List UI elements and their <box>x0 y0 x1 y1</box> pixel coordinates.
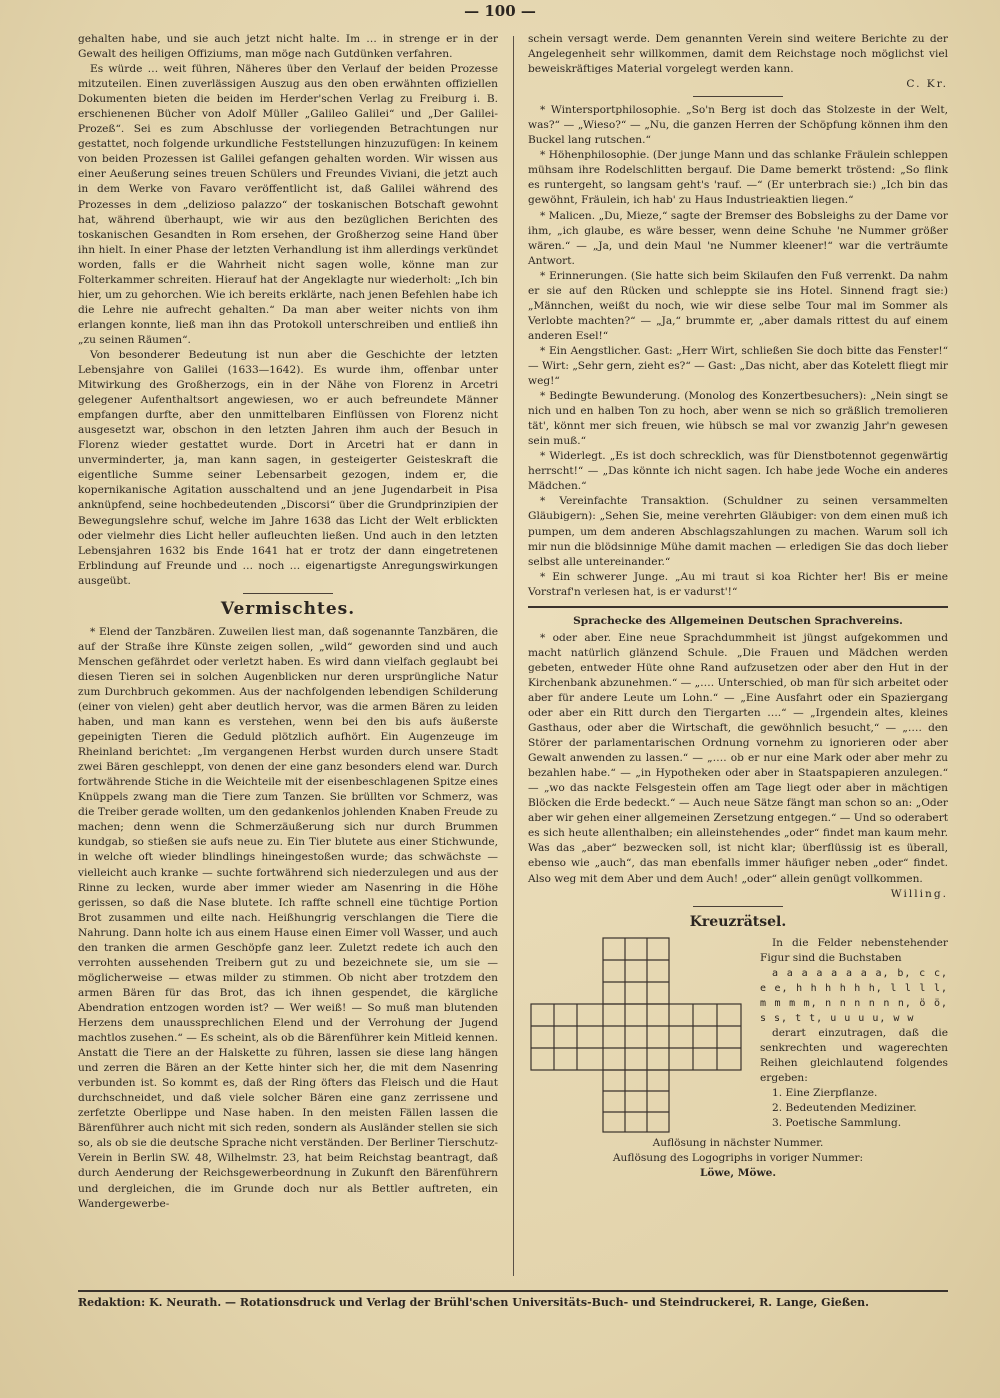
section-divider <box>693 906 783 907</box>
crossword-clue: 3. Poetische Sammlung. <box>772 1117 902 1130</box>
crossword-letters: a a a a a a a a, b, c c, e e, h h h h h h, l l l l, m m m m, n n n n n n, ö ö, s s, t t, u u u u, w w <box>760 967 948 1024</box>
article-paragraph: Von besonderer Bedeutung ist nun aber die Geschichte der letzten Lebensjahre von Galilei (1633—1642). Es wurde ihm, offenbar unter Mitwirkung des Großherzogs, ein in der Nähe von Florenz in Arcetri gelegener Aufenthaltsort angewiesen, wo er auch befreundete Männer empfangen durfte, aber den unmittelbaren Einflüssen von Florenz nicht ausgesetzt war, obschon in den letzten Jahren ihm auch der Besuch in Florenz wieder gestattet wurde. Dort in Arcetri hat er dann in unverminderter, ja, man kann sagen, in gesteigerter Geisteskraft die eigentliche Summe seiner Lebensarbeit gezogen, indem er, die kopernikanische Agitation ausschaltend und an jene Jugendarbeit in Pisa anknüpfend, seine hochbedeutenden „Discorsi“ über die Grundprinzipien der Bewegungslehre schuf, welche im Jahre 1638 das Licht der Welt erblickten oder vielmehr dies Licht heller aufleuchten ließen. Und auch in den letzten Lebensjahren 1632 bis Ende 1641 hat er trotz der dann eingetretenen Erblindung auf Freunde und … noch … eigenartigste Anregungswirkungen ausgeübt. <box>78 348 498 587</box>
previous-solution: Löwe, Möwe. <box>699 1166 777 1179</box>
crossword-block <box>528 936 948 1136</box>
joke-item: * Vereinfachte Transaktion. (Schuldner zu seinen versammelten Gläubigern): „Sehen Sie, meine verehrten Gläubiger: von dem einen muß ich pumpen, um dem anderen Abschlagszahlungen zu machen. Warum soll ich mir nun die blödsinnige Mühe damit machen — erledigen Sie das doch lieber selbst alle untereinander.“ <box>528 495 948 568</box>
joke-item: * Höhenphilosophie. (Der junge Mann und das schlanke Fräulein schleppen mühsam ihre Rodelschlitten bergauf. Die Dame bemerkt tröstend: „So flink es runtergeht, so langsam geht's 'rauf. —“ (Er unterbrach sie:) „Ich bin das gewöhnt, Fräulein, ich hab' zu Haus Industrieaktien liegen.“ <box>528 149 948 207</box>
article-paragraph: Es würde … weit führen, Näheres über den Verlauf der beiden Prozesse mitzuteilen. Einen zuverlässigen Auszug aus den oben erwähnten offiziellen Dokumenten bieten die beiden im Herder'schen Verlag zu Freiburg i. B. erschienenen Bücher von Adolf Müller „Galileo Galilei“ und „Der Galilei-Prozeß“. Sei es zum Abschlusse der vorliegenden Betrachtungen nur gestattet, noch folgende urkundliche Feststellungen hinzuzufügen: In keinem von beiden Prozessen ist Galilei gefangen gehalten worden. Wir wissen aus einer Aeußerung seines treuen Schülers und Freundes Viviani, die jetzt auch in dem Werke von Favaro veröffentlicht ist, daß Galilei während des Prozesses in dem „delizioso palazzo“ der toskanischen Botschaft gewohnt hat, während überhaupt, wie wir aus den bezüglichen Berichten des toskanischen Gesandten in Rom ersehen, der Großherzog seine Hand über ihn hielt. In einer Phase der letzten Verhandlung ist ihm allerdings verkündet worden, falls er die Wahrheit nicht sagen wolle, könne man zur Folterkammer schreiten. Hierauf hat der Angeklagte nur wiederholt: „Ich bin hier, um zu gehorchen. Wie ich bereits erklärte, nach jenen Befehlen habe ich die Lehre nie aufrecht gehalten.“ Da man aber weiter nichts von ihm erlangen konnte, ließ man ihn das Protokoll unterschreiben und entließ ihn „zu seinen Räumen“. <box>78 63 498 346</box>
joke-item: * Widerlegt. „Es ist doch schrecklich, was für Dienstbotennot gegenwärtig herrscht!“ — „Das könnte ich nicht sagen. Ich habe jede Woche ein anderes Mädchen.“ <box>528 450 948 493</box>
crossword-solution-note: Auflösung in nächster Nummer. <box>652 1136 824 1149</box>
column-rule <box>513 36 514 1276</box>
left-column <box>78 32 498 1212</box>
author-signature: C. Kr. <box>906 78 948 91</box>
article-paragraph: * Elend der Tanzbären. Zuweilen liest man, daß sogenannte Tanzbären, die auf der Straße ihre Künste zeigen sollen, „wild“ geworden sind und auch Menschen gefährdet oder verletzt haben. Es wird dann vielfach geglaubt bei diesen Tieren sei in solchen Augenblicken nur deren ursprüngliche Natur zum Durchbruch gekommen. Aus der nachfolgenden lebendigen Schilderung (einer von vielen) geht aber deutlich hervor, was die armen Bären zu leiden haben, und man kann es verstehen, wenn bei den bis aufs äußerste gepeinigten Tieren die Geduld plötzlich aufhört. Ein Augenzeuge im Rheinland berichtet: „Im vergangenen Herbst wurden durch unsere Stadt zwei Bären geschleppt, von denen der eine ganz besonders elend war. Durch fortwährende Stiche in die Weichteile mit der eisenbeschlagenen Spitze eines Knüppels zwang man die Tiere zum Tanzen. Sie brüllten vor Schmerz, was die Treiber gerade wollten, um den gedankenlos johlenden Knaben Freude zu machen; denn wenn die Schmerzäußerung sich nur durch Brummen kundgab, so stießen sie aufs neue zu. Ein Tier blutete aus einer Stichwunde, in welche oft wieder blindlings hineingestoßen wurde; das schwächste — vielleicht auch kranke — suchte fortwährend sich niederzulegen und aus der Rinne zu lecken, wurde aber immer wieder am Nasenring in die Höhe gerissen, so daß die Nase blutete. Ich raffte schnell eine tüchtige Portion Brot zusammen und eilte nach. Heißhungrig verschlangen die Tiere die Nahrung. Dann holte ich aus einem Hause einen Eimer voll Wasser, und auch den tranken die armen Geschöpfe ganz leer. Zuletzt redete ich auch den verrohten aussehenden Treibern gut zu und bezeichnete sie, um sie — möglicherweise — etwas milder zu stimmen. Ob nicht aber trotzdem den armen Bären für das Brot, das ich ihnen gespendet, die kärgliche Abendration entzogen worden ist? — Wer weiß! — So muß man blutenden Herzens dem unaussprechlichen Elend und der Verrohung der Jugend machtlos zusehen.“ — Es scheint, als ob die Bärenführer kein Mitleid kennen. Anstatt die Tiere an der Halskette zu führen, lassen sie diese lang hängen und zerren die Bären an der Kette hinter sich her, die mit dem Nasenring verbunden ist. So kommt es, daß der Ring öfters das Fleisch und die Haut durchschneidet, und daß viele solcher Bären eine ganz zerrissene und zerfetzte Oberlippe und Nase haben. In den meisten Fällen lassen die Bärenführer auch nicht mit sich reden, sondern als Ausländer stellen sie sich so, als ob sie die deutsche Sprache nicht verständen. Der Berliner Tierschutz-Verein in Berlin SW. 48, Wilhelmstr. 23, hat beim Reichstag beantragt, daß durch Aenderung der Reichsgewerbeordnung in Zukunft den Bärenführern und dergleichen, die im Grunde doch nur als Bettler auftreten, ein Wandergewerbe- <box>78 625 498 1210</box>
crossword-title: Kreuzrätsel. <box>689 913 787 930</box>
crossword-intro: In die Felder nebenstehender Figur sind die Buchstaben <box>760 936 948 964</box>
crossword-grid <box>528 936 750 1136</box>
joke-item: * Ein schwerer Junge. „Au mi traut si koa Richter her! Bis er meine Vorstraf'n verlesen hat, is er vadurst'!“ <box>528 570 948 598</box>
joke-item: * Ein Aengstlicher. Gast: „Herr Wirt, schließen Sie doch bitte das Fenster!“ — Wirt: „Sehr gern, zieht es?“ — Gast: „Das nicht, aber das Kotelett fliegt mir weg!“ <box>528 344 948 388</box>
right-column <box>528 32 948 1181</box>
article-paragraph: schein versagt werde. Dem genannten Verein sind weitere Berichte zu der Angelegenheit sehr willkommen, damit dem Reichstage noch möglichst viel beweiskräftiges Material vorgelegt werden kann. <box>528 33 948 76</box>
section-divider <box>693 96 783 97</box>
joke-item: * Malicen. „Du, Mieze,“ sagte der Bremser des Bobsleighs zu der Dame vor ihm, „ich glaube, es wäre besser, wenn deine Schuhe 'ne Nummer größer wären.“ — „Ja, und dein Maul 'ne Nummer kleener!“ war die verträumte Antwort. <box>528 209 948 267</box>
section-divider <box>528 606 948 608</box>
crossword-text <box>760 936 948 1132</box>
article-paragraph: gehalten habe, und sie auch jetzt nicht halte. Im … in strenge er in der Gewalt des heiligen Offiziums, man möge nach Gutdünken verfahren. <box>78 33 498 61</box>
sprachecke-text: * oder aber. Eine neue Sprachdummheit ist jüngst aufgekommen und macht natürlich glänzend Schule. „Die Frauen und Mädchen werden gebeten, entweder Hüte ohne Rand aufzusetzen oder aber den Hut in der Kirchenbank abzunehmen.“ — „…. Unterschied, ob man für sich arbeitet oder aber für andere Leute um Lohn.“ — „Eine Ausfahrt oder ein Spaziergang oder aber ein Ritt durch den Tiergarten ….“ — „Irgendein altes, kleines Gasthaus, oder aber die Wirtschaft, die gewöhnlich besucht,“ — „…. den Störer der parlamentarischen Ordnung vornehm zu ignorieren oder aber Gewalt anwenden zu lassen.“ — „…. ob er nur eine Mark oder aber mehr zu bezahlen habe.“ — „in Hypotheken oder aber in Staatspapieren anzulegen.“ — „wo das nackte Felsgestein offen am Tage liegt oder aber in mächtigen Blöcken die Erde bedeckt.“ — Auch neue Sätze fängt man schon so an: „Oder aber wir gehen einer allgemeinen Zersetzung entgegen.“ — Und so oderabert es sich heute allenthalben; ein alleinstehendes „oder“ findet man kaum mehr. Was das „aber“ bezwecken soll, ist nicht klar; überflüssig ist es überall, ebenso wie „auch“, das man ebenfalls immer häufiger neben „oder“ findet. Also weg mit dem Aber und dem Auch! „oder“ allein genügt vollkommen. <box>528 631 949 885</box>
section-divider <box>243 593 333 594</box>
section-title: Vermischtes. <box>220 598 356 619</box>
sprachecke-title: Sprachecke des Allgemeinen Deutschen Sprachvereins. <box>573 614 903 627</box>
joke-item: * Wintersportphilosophie. „So'n Berg ist doch das Stolzeste in der Welt, was?“ — „Wieso?“ — „Nu, die ganzen Herren der Schöpfung können ihm den Buckel lang rutschen.“ <box>528 104 948 147</box>
sprachecke-signature: Willing. <box>890 887 948 900</box>
imprint-footer: Redaktion: K. Neurath. — Rotationsdruck und Verlag der Brühl'schen Universitäts-Buch- und Steindruckerei, R. Lange, Gießen. <box>78 1290 948 1309</box>
crossword-clue: 1. Eine Zierpflanze. <box>772 1087 878 1100</box>
crossword-instructions: derart einzutragen, daß die senkrechten und wagerechten Reihen gleichlautend folgendes ergeben: <box>760 1026 948 1085</box>
page-number: — 100 — <box>464 2 536 20</box>
joke-item: * Bedingte Bewunderung. (Monolog des Konzertbesuchers): „Nein singt se nich und en halben Ton zu hoch, aber wenn se nich so gräßlich tremolieren tät', könnt mer sich freuen, wie hübsch se mal vor zwanzig Jahr'n gewesen sein muß.“ <box>528 390 948 448</box>
previous-solution-label: Auflösung des Logogriphs in voriger Nummer: <box>612 1151 864 1164</box>
joke-item: * Erinnerungen. (Sie hatte sich beim Skilaufen den Fuß verrenkt. Da nahm er sie auf den Rücken und schleppte sie ins Hotel. Sinnend fragt sie:) „Männchen, weißt du noch, wie wir diese selbe Tour mal im Sommer als Verlobte machten?“ — „Ja,“ brummte er, „aber damals rittest du auf einem anderen Esel!“ <box>528 269 948 342</box>
crossword-clue: 2. Bedeutenden Mediziner. <box>772 1102 917 1115</box>
